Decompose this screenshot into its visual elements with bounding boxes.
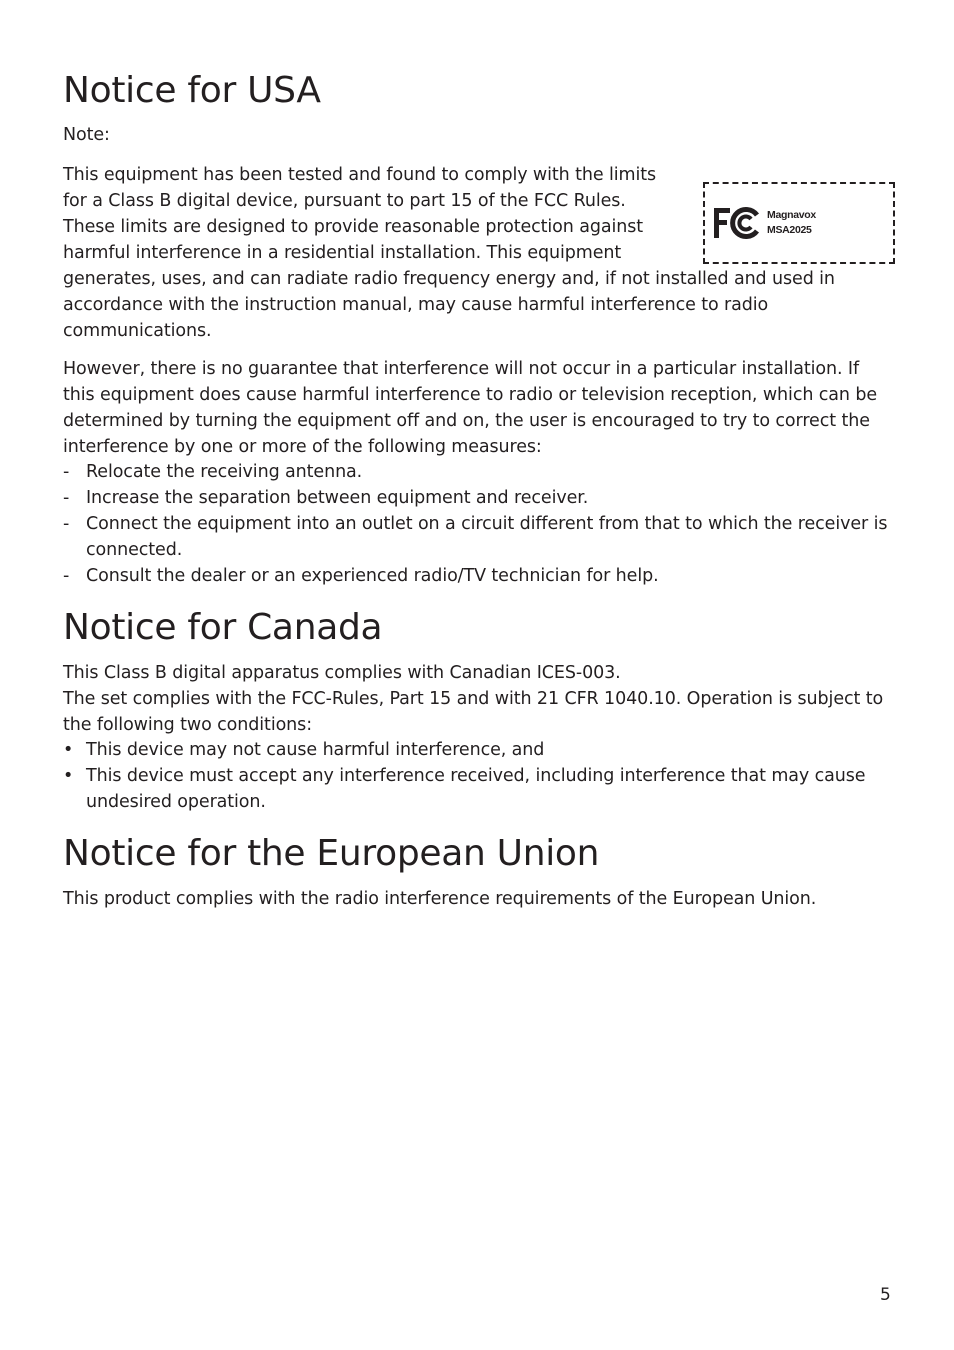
fcc-logo-icon <box>713 206 761 240</box>
list-item <box>63 563 893 589</box>
list-item <box>63 485 893 511</box>
dash-marker: - <box>63 462 70 482</box>
usa-paragraph-guarantee: However, there is no guarantee that interference will not occur in a particular installation. If this equipment does cause harmful interference to radio or television reception, which can be determined by turning the equipment off and on, the user is encouraged to try to correct the interference by one or more of the following measures: <box>63 359 878 457</box>
usa-measures-list <box>63 459 893 589</box>
fcc-label-box <box>703 182 895 264</box>
list-item <box>63 763 893 815</box>
heading-notice-eu: Notice for the European Union <box>63 833 600 874</box>
list-item <box>63 459 893 485</box>
canada-conditions-list <box>63 737 893 815</box>
condition-text: This device may not cause harmful interference, and <box>86 740 545 760</box>
canada-body <box>63 660 893 738</box>
fcc-label <box>703 182 895 264</box>
condition-text: This device must accept any interference received, including interference that may cause undesired operation. <box>86 766 866 812</box>
measure-text: Consult the dealer or an experienced radio/TV technician for help. <box>86 566 659 586</box>
dash-marker: - <box>63 514 70 534</box>
heading-notice-canada: Notice for Canada <box>63 607 383 648</box>
dash-marker: - <box>63 566 70 586</box>
list-item <box>63 737 893 763</box>
measure-text: Connect the equipment into an outlet on a circuit different from that to which the receiver is connected. <box>86 514 888 560</box>
note-label: Note: <box>63 125 110 145</box>
eu-body: This product complies with the radio interference requirements of the European Union. <box>63 889 817 909</box>
bullet-marker: • <box>63 766 74 786</box>
fcc-label-text <box>767 208 816 238</box>
heading-notice-usa: Notice for USA <box>63 70 321 111</box>
canada-line-fcc: The set complies with the FCC-Rules, Part 15 and with 21 CFR 1040.10. Operation is subject to the following two conditions: <box>63 689 884 735</box>
measure-text: Relocate the receiving antenna. <box>86 462 363 482</box>
usa-paragraph-text: This equipment has been tested and found to comply with the limits for a Class B digital device, pursuant to part 15 of the FCC Rules. These limits are designed to provide reasonable protection against harmful interference in a residential installation. This equipment generates, uses, and can radiate radio frequency energy and, if not installed and used in accordance with the instruction manual, may cause harmful interference to radio communications. <box>63 165 835 341</box>
page-number: 5 <box>880 1285 891 1305</box>
usa-paragraph-compliance <box>63 162 893 344</box>
fcc-model: MSA2025 <box>767 224 812 236</box>
dash-marker: - <box>63 488 70 508</box>
canada-line-ices: This Class B digital apparatus complies with Canadian ICES-003. <box>63 663 621 683</box>
bullet-marker: • <box>63 740 74 760</box>
list-item <box>63 511 893 563</box>
measure-text: Increase the separation between equipment and receiver. <box>86 488 589 508</box>
fcc-brand: Magnavox <box>767 209 816 221</box>
